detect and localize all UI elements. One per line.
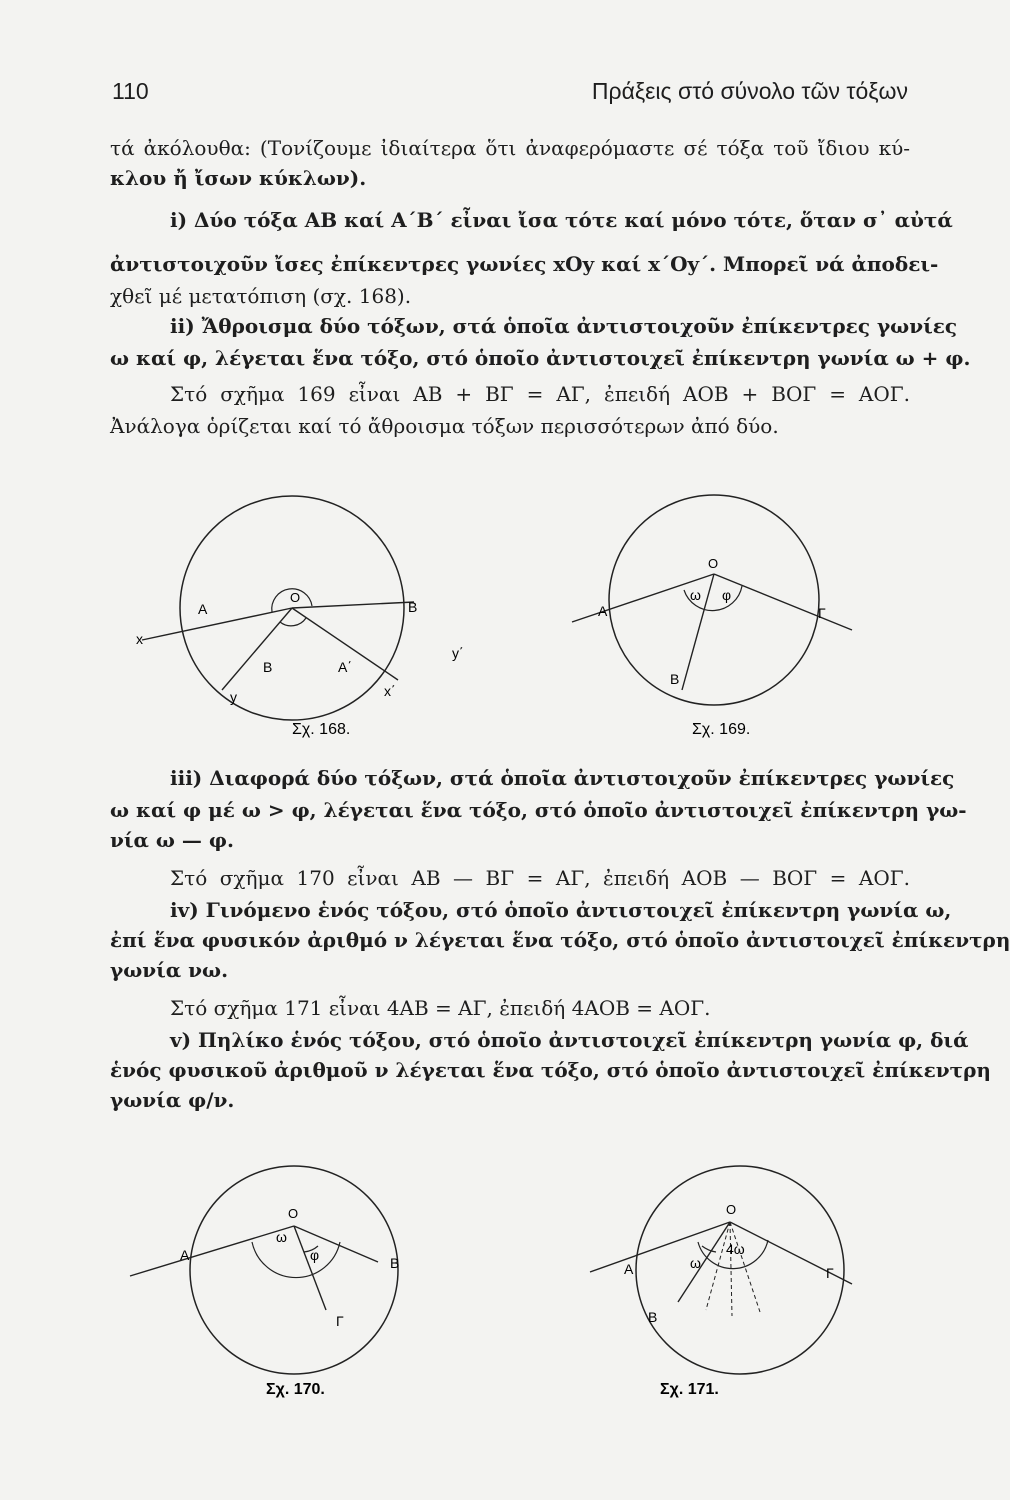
figure-169 <box>572 490 872 750</box>
text-line: ω καί φ μέ ω > φ, λέγεται ἕνα τόξο, στό ὁποῖο ἀντιστοιχεῖ ἐπίκεντρη γω- <box>110 798 967 822</box>
text-line: γωνία νω. <box>110 958 229 982</box>
text-line: Στό σχῆμα 170 εἶναι ΑΒ — ΒΓ = ΑΓ, ἐπειδή ΑΟΒ — ΒΟΓ = ΑΟΓ. <box>170 866 910 890</box>
text-line: νία ω — φ. <box>110 828 234 852</box>
angle-omega: ω <box>690 1255 701 1271</box>
page-header <box>112 78 908 114</box>
angle-phi: φ <box>722 587 732 603</box>
figure-171-caption: Σχ. 171. <box>660 1381 719 1398</box>
label-B: B <box>648 1309 658 1325</box>
angle-4omega: 4ω <box>726 1241 745 1257</box>
label-A-prime: A΄ <box>338 659 352 675</box>
label-x-prime: x΄ <box>384 683 396 699</box>
text-line: τά ἀκόλουθα: (Τονίζουμε ἰδιαίτερα ὅτι ἀναφερόμαστε σέ τόξα τοῦ ἴδιου κύ- <box>110 136 910 160</box>
text-line: ἀντιστοιχοῦν ἴσες ἐπίκεντρες γωνίες xΟy καί x΄Οy΄. Μπορεῖ νά ἀποδει- <box>110 252 939 276</box>
label-O: O <box>288 1206 299 1221</box>
label-B: B <box>408 599 418 615</box>
label-Gamma: Γ <box>818 605 826 621</box>
label-Gamma: Γ <box>826 1265 834 1281</box>
angle-omega: ω <box>276 1229 287 1245</box>
text-line: Ἀνάλογα ὁρίζεται καί τό ἄθροισμα τόξων περισσότερων ἀπό δύο. <box>110 414 779 438</box>
text-line: ἐπί ἕνα φυσικόν ἀριθμό ν λέγεται ἕνα τόξο, στό ὁποῖο ἀντιστοιχεῖ ἐπίκεντρη <box>110 928 1010 952</box>
label-O: O <box>290 590 301 605</box>
label-y-prime: y΄ <box>452 645 464 661</box>
label-B: B <box>390 1255 400 1271</box>
label-B-prime: B <box>263 659 273 675</box>
running-title: Πράξεις στό σύνολο τῶν τόξων <box>591 78 908 104</box>
definition-iv-line: iv) Γινόμενο ἑνός τόξου, στό ὁποῖο ἀντιστοιχεῖ ἐπίκεντρη γωνία ω, <box>170 898 952 922</box>
figure-170-caption: Σχ. 170. <box>266 1381 325 1398</box>
definition-i-line: i) Δύο τόξα ΑΒ καί Α΄Β΄ εἶναι ἴσα τότε καί μόνο τότε, ὅταν σ᾽ αὐτά <box>170 208 953 232</box>
label-O: O <box>708 556 719 571</box>
definition-iii-line: iii) Διαφορά δύο τόξων, στά ὁποῖα ἀντιστοιχοῦν ἐπίκεντρες γωνίες <box>170 766 955 790</box>
text-line: κλου ἤ ἴσων κύκλων). <box>110 166 367 190</box>
text-line: γωνία φ/ν. <box>110 1088 235 1112</box>
text-line: ω καί φ, λέγεται ἕνα τόξο, στό ὁποῖο ἀντιστοιχεῖ ἐπίκεντρη γωνία ω + φ. <box>110 346 971 370</box>
angle-omega: ω <box>690 587 701 603</box>
definition-ii-line: ii) Ἄθροισμα δύο τόξων, στά ὁποῖα ἀντιστοιχοῦν ἐπίκεντρες γωνίες <box>170 314 958 338</box>
figure-168 <box>122 490 464 750</box>
definition-v-line: v) Πηλίκο ἑνός τόξου, στό ὁποῖο ἀντιστοιχεῖ ἐπίκεντρη γωνία φ, διά <box>170 1028 969 1052</box>
text-line: χθεῖ μέ μετατόπιση (σχ. 168). <box>110 284 412 308</box>
label-y: y <box>230 689 237 705</box>
figure-168-caption: Σχ. 168. <box>292 721 351 738</box>
label-A: A <box>198 601 208 617</box>
label-x: x <box>136 631 143 647</box>
label-B: B <box>670 671 680 687</box>
label-A: A <box>624 1261 634 1277</box>
label-Gamma: Γ <box>336 1313 344 1329</box>
text-line: ἑνός φυσικοῦ ἀριθμοῦ ν λέγεται ἕνα τόξο, στό ὁποῖο ἀντιστοιχεῖ ἐπίκεντρη <box>110 1058 991 1082</box>
figure-169-caption: Σχ. 169. <box>692 721 751 738</box>
text-line: Στό σχῆμα 171 εἶναι 4ΑΒ = ΑΓ, ἐπειδή 4ΑΟΒ = ΑΟΓ. <box>170 996 711 1020</box>
figure-171 <box>590 1150 890 1410</box>
figure-170 <box>126 1150 446 1410</box>
label-O: O <box>726 1202 737 1217</box>
label-A: A <box>180 1247 190 1263</box>
page-number: 110 <box>112 78 149 104</box>
angle-phi: φ <box>310 1247 320 1263</box>
label-A: A <box>598 603 608 619</box>
text-line: Στό σχῆμα 169 εἶναι ΑΒ + ΒΓ = ΑΓ, ἐπειδή ΑΟΒ + ΒΟΓ = ΑΟΓ. <box>170 382 910 406</box>
